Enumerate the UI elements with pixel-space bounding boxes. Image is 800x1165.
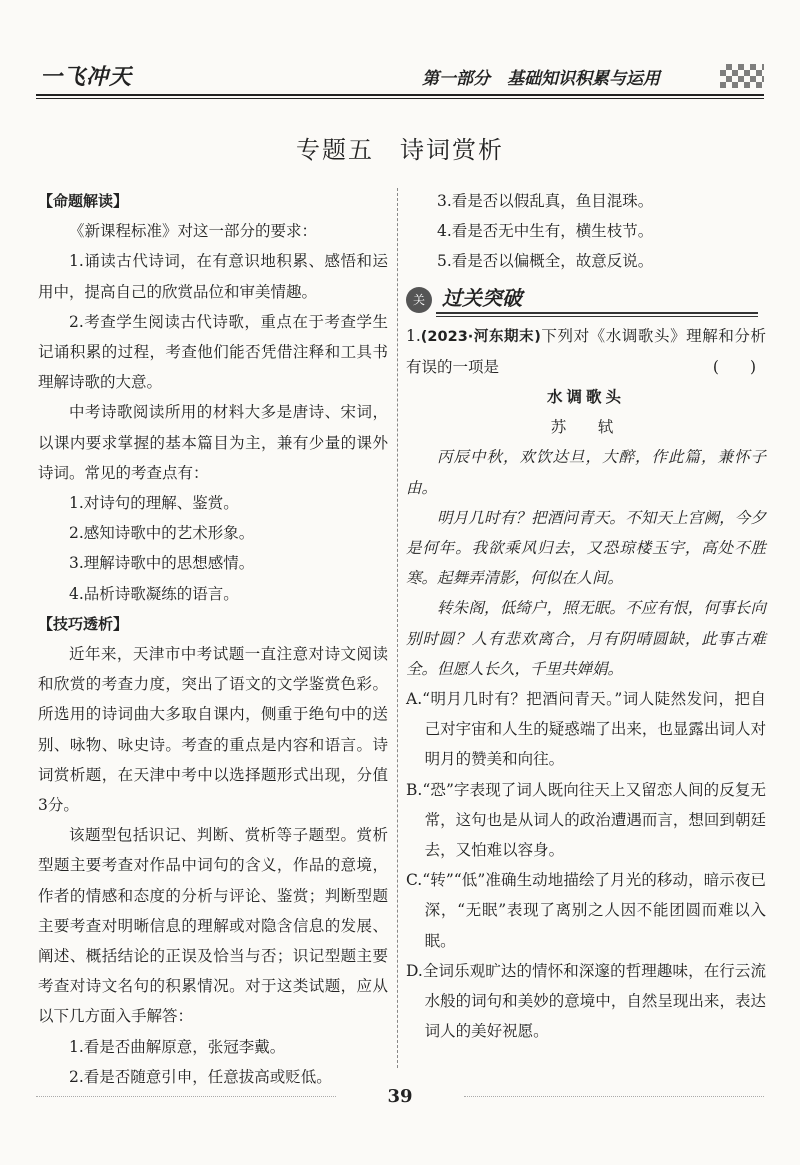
poem-stanza-2: 转朱阁，低绮户，照无眠。不应有恨，何事长向别时圆？人有悲欢离合，月有阴晴圆缺，此事古难全。但愿人长久，千里共婵娟。 [406, 599, 766, 678]
right-column [406, 186, 766, 1046]
option-a[interactable]: A.“明月几时有？把酒问青天。”词人陡然发问，把自己对宇宙和人生的疑惑端了出来，也显露出词人对明月的赞美和向往。 [406, 690, 766, 769]
tip-item: 5.看是否以偏概全，故意反说。 [437, 252, 654, 271]
page-title: 专题五 诗词赏析 [296, 136, 504, 164]
tip-item: 1.看是否曲解原意，张冠李戴。 [69, 1037, 286, 1056]
question-stem [406, 321, 766, 382]
exam-point: 4.品析诗歌凝练的语言。 [69, 584, 239, 603]
tip-item: 3.看是否以假乱真，鱼目混珠。 [437, 192, 654, 210]
badge-icon: 关 [406, 287, 432, 313]
header-rule [36, 94, 764, 96]
question-source: (2023·河东期末) [420, 328, 541, 345]
question-text: 下列对《水调歌头》理解和分析有误的一项是 [406, 326, 766, 376]
option-c[interactable]: C.“转”“低”准确生动地描绘了月光的移动，暗示夜已深，“无眠”表现了离别之人因不能团圆而难以入眠。 [406, 871, 766, 950]
exam-point: 3.理解诗歌中的思想感情。 [69, 554, 255, 573]
techniques-paragraph-2: 该题型包括识记、判断、赏析等子题型。赏析型题主要考查对作品中词句的含义，作品的意境，作者的情感和态度的分析与评论、鉴赏；判断型题主要考查对明晰信息的理解或对隐含信息的发展、阐述、概括结论的正误及恰当与否；识记型题主要考查对诗文名句的积累情况。对于这类试题，应从以下几方面入手解答： [38, 826, 388, 1026]
left-column [38, 186, 388, 1092]
poem-title: 水调歌头 [546, 388, 625, 407]
poem-stanza-1: 明月几时有？把酒问青天。不知天上宫阙，今夕是何年。我欲乘风归去，又恐琼楼玉宇，高处不胜寒。起舞弄清影，何似在人间。 [406, 508, 766, 588]
page-number: 39 [387, 1086, 413, 1107]
section-label-interpretation: 【命题解读】 [38, 192, 129, 210]
tip-item: 2.看是否随意引申，任意拔高或贬低。 [69, 1067, 332, 1086]
header-rule-thin [36, 98, 764, 99]
column-divider [397, 188, 398, 1068]
exam-point: 2.感知诗歌中的艺术形象。 [69, 524, 255, 543]
banner-rule-thin [436, 316, 758, 317]
section-heading: 第一部分 基础知识积累与运用 [422, 69, 660, 89]
option-d[interactable]: D.全词乐观旷达的情怀和深邃的哲理趣味，在行云流水般的词句和美妙的意境中，自然呈现出来，表达词人的美好祝愿。 [406, 961, 766, 1041]
practice-banner [406, 283, 766, 317]
section-label-techniques: 【技巧透析】 [38, 614, 129, 633]
page-footer [0, 1082, 800, 1112]
brand-logo: 一飞冲天 [40, 65, 133, 90]
requirement-2: 2.考查学生阅读古代诗歌，重点在于考查学生记诵积累的过程，考查他们能否凭借注释和工具书理解诗歌的大意。 [38, 312, 388, 392]
checker-pattern-icon [720, 64, 764, 88]
answer-blank[interactable]: ( ) [712, 357, 756, 376]
techniques-paragraph-1: 近年来，天津市中考试题一直注意对诗文阅读和欣赏的考查力度，突出了语文的文学鉴赏色彩。所选用的诗词曲大多取自课内，侧重于绝句中的送别、咏物、咏史诗。考查的重点是内容和语言。诗词赏析题，在天津中考中以选择题形式出现，分值3分。 [38, 645, 388, 815]
poem-preface: 丙辰中秋，欢饮达旦，大醉，作此篇，兼怀子由。 [406, 448, 766, 497]
poem-author: 苏 轼 [550, 418, 622, 437]
requirement-1: 1.诵读古代诗词，在有意识地积累、感悟和运用中，提高自己的欣赏品位和审美情趣。 [38, 252, 388, 301]
tip-item: 4.看是否无中生有，横生枝节。 [437, 222, 654, 241]
banner-rule [436, 312, 758, 314]
banner-title: 过关突破 [442, 285, 522, 310]
question-number: 1. [406, 326, 421, 345]
requirement-intro: 《新课程标准》对这一部分的要求： [69, 222, 318, 241]
exam-point: 1.对诗句的理解、鉴赏。 [69, 494, 239, 513]
exam-overview: 中考诗歌阅读所用的材料大多是唐诗、宋词，以课内要求掌握的基本篇目为主，兼有少量的课外诗词。常见的考查点有： [38, 403, 388, 482]
option-b[interactable]: B.“恐”字表现了词人既向往天上又留恋人间的反复无常，这句也是从词人的政治遭遇而言，想回到朝廷去，又怕难以容身。 [406, 780, 766, 860]
page-header [36, 56, 764, 100]
